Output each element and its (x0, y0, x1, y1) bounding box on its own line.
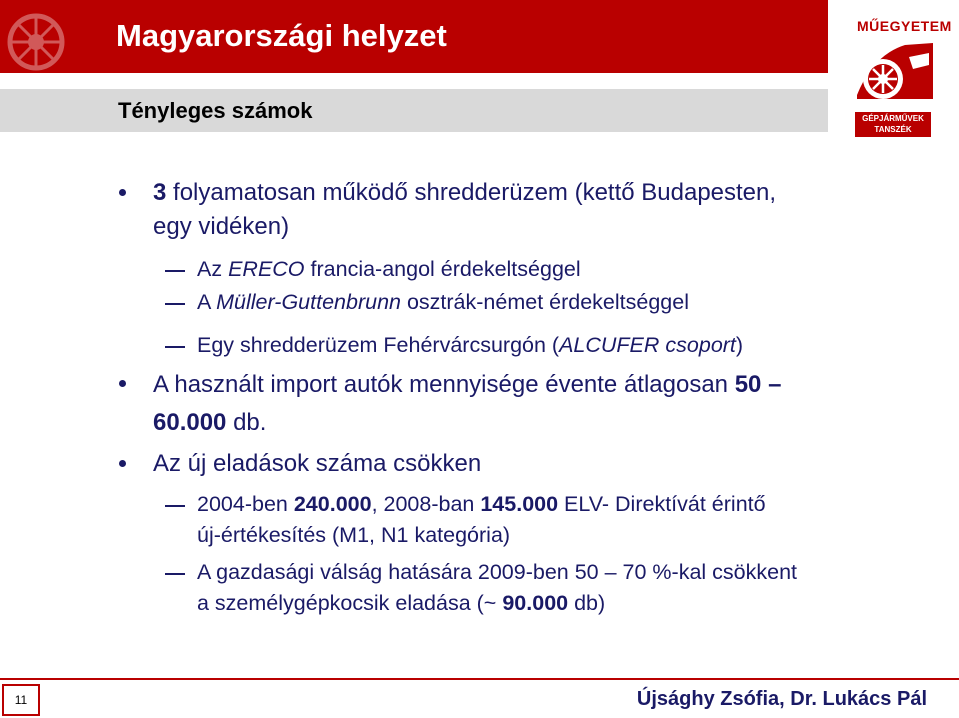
sub-3-post: ) (735, 333, 744, 357)
sub-3-dash (165, 346, 185, 348)
sub-4-line-1 (197, 492, 766, 517)
sub-4-dash (165, 505, 185, 507)
logo-top-text: MŰEGYETEM (857, 18, 952, 34)
company-alcufer: ALCUFER csoport (559, 333, 736, 357)
sub-3-pre: Egy shredderüzem Fehérvárcsurgón ( (197, 333, 560, 357)
slide-subtitle: Tényleges számok (118, 98, 313, 123)
footer-author: Újsághy Zsófia, Dr. Lukács Pál (636, 688, 927, 710)
bullet-2-unit: db. (226, 409, 267, 436)
bullet-3-line: Az új eladások száma csökken (153, 450, 482, 477)
logo-bottom-label (855, 112, 931, 137)
page-number: 11 (2, 684, 40, 716)
sub-4-p3: ELV- Direktívát érintő (558, 492, 766, 516)
sub-1-post: francia-angol érdekeltséggel (304, 257, 581, 281)
sub-1-pre: Az (197, 257, 229, 281)
bullet-1-line-1 (153, 179, 776, 207)
import-range-start: 50 – (734, 371, 782, 398)
sales-2004: 240.000 (293, 492, 372, 516)
sub-1-dash (165, 270, 185, 272)
sales-2009: 90.000 (502, 591, 569, 615)
sub-1-line (197, 257, 581, 282)
sub-5-p2: db) (568, 591, 606, 615)
company-ereco: ERECO (228, 257, 305, 281)
bullet-2-text: A használt import autók mennyisége évente átlagosan (153, 371, 735, 398)
sub-5-dash (165, 573, 185, 575)
bullet-2-line-1 (153, 371, 781, 399)
sub-4-p2: , 2008-ban (371, 492, 481, 516)
title-bar (0, 0, 828, 73)
sub-2-pre: A (197, 290, 217, 314)
bullet-1-text: folyamatosan működő shredderüzem (kettő Budapesten, (166, 179, 777, 206)
footer-divider (0, 678, 959, 680)
logo-bottom-line1: GÉPJÁRMŰVEK (862, 114, 924, 123)
sub-5-p1: a személygépkocsik eladása (~ (197, 591, 503, 615)
sub-2-post: osztrák-német érdekeltséggel (400, 290, 689, 314)
slide-title: Magyarországi helyzet (116, 18, 447, 53)
shredder-count: 3 (153, 179, 167, 206)
sub-5-line-2 (197, 591, 605, 616)
sub-2-dash (165, 303, 185, 305)
sub-2-line (197, 290, 689, 315)
bullet-2-line-2 (153, 409, 266, 437)
university-logo (843, 4, 952, 138)
sales-2008: 145.000 (480, 492, 559, 516)
bullet-1-line-2: egy vidéken) (153, 213, 290, 240)
bullet-2-dot (119, 380, 126, 387)
bullet-1-dot (119, 189, 126, 196)
bullet-3-dot (119, 460, 126, 467)
car-wheel-logo-icon (853, 35, 937, 107)
sub-4-line-2: új-értékesítés (M1, N1 kategória) (197, 523, 511, 547)
sub-5-line-1: A gazdasági válság hatására 2009-ben 50 – 70 %-kal csökkent (197, 560, 798, 584)
logo-bottom-line2: TANSZÉK (874, 125, 912, 134)
sub-4-p1: 2004-ben (197, 492, 294, 516)
import-range-end: 60.000 (153, 409, 227, 436)
sub-3-line (197, 333, 743, 358)
wheel-watermark-icon (2, 2, 80, 72)
company-muller: Müller-Guttenbrunn (216, 290, 401, 314)
